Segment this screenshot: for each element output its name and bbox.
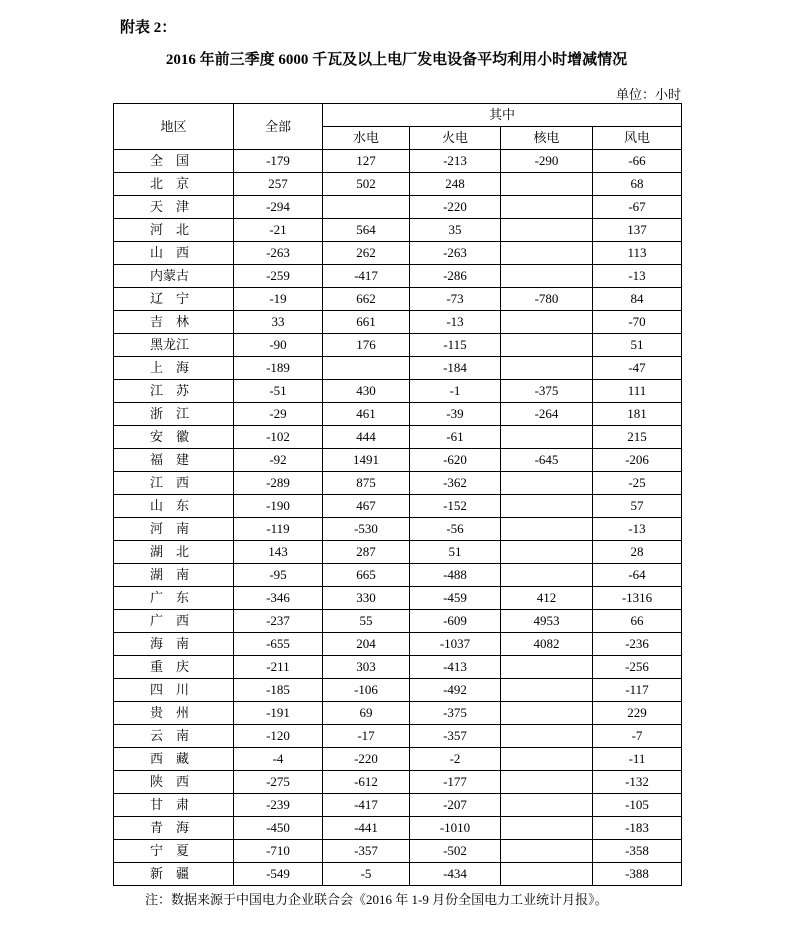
cell-nuclear: -780 [501,288,593,311]
cell-nuclear [501,334,593,357]
table-row [114,449,682,472]
cell-region: 福 建 [114,449,234,472]
cell-hydro: 430 [323,380,410,403]
cell-region: 全 国 [114,150,234,173]
cell-wind: -206 [593,449,682,472]
cell-region: 青 海 [114,817,234,840]
cell-hydro: 303 [323,656,410,679]
header-group: 其中 [323,104,682,127]
cell-thermal: -207 [410,794,501,817]
cell-nuclear [501,679,593,702]
cell-hydro: -106 [323,679,410,702]
cell-total: -95 [234,564,323,587]
cell-region: 黑龙江 [114,334,234,357]
cell-region: 广 东 [114,587,234,610]
cell-total: -289 [234,472,323,495]
table-row [114,288,682,311]
table-row [114,794,682,817]
cell-total: -119 [234,518,323,541]
cell-wind: 66 [593,610,682,633]
table-row [114,357,682,380]
cell-total: -259 [234,265,323,288]
unit-label: 单位：小时 [615,87,681,102]
cell-nuclear [501,656,593,679]
cell-thermal: -492 [410,679,501,702]
cell-hydro: -17 [323,725,410,748]
cell-hydro: 127 [323,150,410,173]
cell-nuclear [501,771,593,794]
cell-total: 143 [234,541,323,564]
cell-region: 海 南 [114,633,234,656]
cell-region: 陕 西 [114,771,234,794]
cell-total: -185 [234,679,323,702]
cell-hydro: 467 [323,495,410,518]
cell-wind: 57 [593,495,682,518]
table-row [114,311,682,334]
cell-wind: 137 [593,219,682,242]
cell-nuclear: 412 [501,587,593,610]
cell-nuclear [501,472,593,495]
cell-region: 吉 林 [114,311,234,334]
cell-total: -102 [234,426,323,449]
cell-wind: 28 [593,541,682,564]
cell-thermal: -1037 [410,633,501,656]
cell-nuclear [501,863,593,886]
cell-total: -655 [234,633,323,656]
cell-region: 天 津 [114,196,234,219]
cell-hydro: 661 [323,311,410,334]
cell-wind: -388 [593,863,682,886]
cell-total: -450 [234,817,323,840]
header-nuclear: 核电 [501,127,593,150]
cell-total: -346 [234,587,323,610]
table-row [114,173,682,196]
cell-hydro: -417 [323,794,410,817]
cell-region: 宁 夏 [114,840,234,863]
cell-hydro [323,357,410,380]
cell-thermal: -502 [410,840,501,863]
cell-total: -21 [234,219,323,242]
cell-nuclear [501,196,593,219]
cell-thermal: -184 [410,357,501,380]
cell-nuclear [501,748,593,771]
cell-wind: -183 [593,817,682,840]
appendix-label: 附表 2： [120,20,177,36]
cell-hydro: 502 [323,173,410,196]
table-row [114,702,682,725]
cell-total: -190 [234,495,323,518]
table-row [114,817,682,840]
cell-wind: -64 [593,564,682,587]
cell-wind: 181 [593,403,682,426]
table-row [114,472,682,495]
cell-nuclear: -375 [501,380,593,403]
cell-wind: 51 [593,334,682,357]
cell-thermal: -2 [410,748,501,771]
cell-nuclear [501,840,593,863]
cell-total: -51 [234,380,323,403]
table-body [114,150,682,886]
cell-hydro [323,196,410,219]
table-row [114,495,682,518]
cell-nuclear [501,173,593,196]
cell-wind: -132 [593,771,682,794]
cell-nuclear: 4082 [501,633,593,656]
table-row [114,840,682,863]
cell-region: 山 东 [114,495,234,518]
cell-thermal: 248 [410,173,501,196]
cell-hydro: 330 [323,587,410,610]
cell-thermal: -609 [410,610,501,633]
cell-hydro: 287 [323,541,410,564]
cell-nuclear [501,357,593,380]
cell-wind: 111 [593,380,682,403]
cell-thermal: -177 [410,771,501,794]
table-row [114,771,682,794]
cell-wind: -1316 [593,587,682,610]
cell-nuclear [501,725,593,748]
cell-thermal: -152 [410,495,501,518]
cell-nuclear [501,242,593,265]
cell-nuclear [501,426,593,449]
cell-total: -294 [234,196,323,219]
cell-region: 江 西 [114,472,234,495]
cell-nuclear [501,817,593,840]
cell-wind: -13 [593,265,682,288]
cell-region: 贵 州 [114,702,234,725]
table-row [114,242,682,265]
cell-wind: -236 [593,633,682,656]
cell-total: -211 [234,656,323,679]
cell-nuclear [501,794,593,817]
table-row [114,564,682,587]
table-row [114,541,682,564]
cell-hydro: -357 [323,840,410,863]
cell-hydro: -417 [323,265,410,288]
table-row [114,196,682,219]
cell-total: -120 [234,725,323,748]
cell-nuclear [501,541,593,564]
cell-region: 山 西 [114,242,234,265]
cell-thermal: -263 [410,242,501,265]
cell-thermal: -56 [410,518,501,541]
cell-wind: -358 [593,840,682,863]
cell-total: -92 [234,449,323,472]
cell-thermal: -286 [410,265,501,288]
cell-total: -4 [234,748,323,771]
table-row [114,587,682,610]
cell-region: 江 苏 [114,380,234,403]
cell-wind: -256 [593,656,682,679]
cell-total: -29 [234,403,323,426]
cell-region: 广 西 [114,610,234,633]
cell-hydro: 55 [323,610,410,633]
cell-wind: -117 [593,679,682,702]
cell-wind: -7 [593,725,682,748]
cell-hydro: -612 [323,771,410,794]
cell-nuclear: 4953 [501,610,593,633]
cell-hydro: 564 [323,219,410,242]
cell-thermal: -220 [410,196,501,219]
cell-nuclear: -290 [501,150,593,173]
cell-thermal: -413 [410,656,501,679]
source-note: 注：数据来源于中国电力企业联合会《2016 年 1-9 月份全国电力工业统计月报》。 [145,892,608,907]
cell-total: -710 [234,840,323,863]
cell-thermal: -73 [410,288,501,311]
cell-hydro: 875 [323,472,410,495]
cell-region: 浙 江 [114,403,234,426]
cell-nuclear [501,495,593,518]
cell-total: -237 [234,610,323,633]
cell-total: -90 [234,334,323,357]
table-row [114,150,682,173]
cell-total: -263 [234,242,323,265]
table-row [114,610,682,633]
cell-nuclear [501,219,593,242]
cell-wind: 84 [593,288,682,311]
table-row [114,725,682,748]
page-title: 2016 年前三季度 6000 千瓦及以上电厂发电设备平均利用小时增减情况 [165,52,628,68]
cell-region: 四 川 [114,679,234,702]
cell-hydro: 1491 [323,449,410,472]
cell-thermal: -213 [410,150,501,173]
cell-thermal: -13 [410,311,501,334]
cell-region: 安 徽 [114,426,234,449]
cell-hydro: 69 [323,702,410,725]
cell-region: 甘 肃 [114,794,234,817]
header-thermal: 火电 [410,127,501,150]
cell-total: 33 [234,311,323,334]
table-row [114,656,682,679]
cell-region: 新 疆 [114,863,234,886]
cell-hydro: 176 [323,334,410,357]
cell-region: 湖 南 [114,564,234,587]
cell-thermal: -362 [410,472,501,495]
header-region: 地区 [114,104,234,150]
cell-nuclear: -264 [501,403,593,426]
cell-wind: -47 [593,357,682,380]
cell-total: 257 [234,173,323,196]
table-row [114,633,682,656]
header-total: 全部 [234,104,323,150]
cell-wind: 215 [593,426,682,449]
cell-region: 湖 北 [114,541,234,564]
table-row [114,380,682,403]
cell-wind: -13 [593,518,682,541]
cell-hydro: 662 [323,288,410,311]
cell-wind: -11 [593,748,682,771]
cell-nuclear [501,518,593,541]
cell-wind: -67 [593,196,682,219]
cell-thermal: -488 [410,564,501,587]
cell-total: -179 [234,150,323,173]
cell-region: 云 南 [114,725,234,748]
cell-hydro: 665 [323,564,410,587]
cell-thermal: -620 [410,449,501,472]
header-wind: 风电 [593,127,682,150]
table-row [114,219,682,242]
cell-thermal: -434 [410,863,501,886]
table-row [114,518,682,541]
cell-hydro: 444 [323,426,410,449]
cell-wind: 113 [593,242,682,265]
cell-wind: -105 [593,794,682,817]
cell-wind: -70 [593,311,682,334]
cell-region: 辽 宁 [114,288,234,311]
cell-wind: 68 [593,173,682,196]
cell-thermal: -61 [410,426,501,449]
cell-nuclear [501,265,593,288]
table-row [114,426,682,449]
cell-hydro: 204 [323,633,410,656]
cell-hydro: -220 [323,748,410,771]
cell-hydro: 262 [323,242,410,265]
cell-region: 河 南 [114,518,234,541]
cell-region: 重 庆 [114,656,234,679]
cell-region: 西 藏 [114,748,234,771]
cell-hydro: -441 [323,817,410,840]
cell-wind: -66 [593,150,682,173]
cell-thermal: 35 [410,219,501,242]
cell-thermal: -357 [410,725,501,748]
cell-nuclear: -645 [501,449,593,472]
table-row [114,863,682,886]
cell-thermal: -115 [410,334,501,357]
table-row [114,403,682,426]
cell-nuclear [501,564,593,587]
cell-thermal: 51 [410,541,501,564]
cell-total: -189 [234,357,323,380]
cell-region: 北 京 [114,173,234,196]
cell-region: 内蒙古 [114,265,234,288]
cell-nuclear [501,702,593,725]
cell-thermal: -39 [410,403,501,426]
cell-thermal: -1010 [410,817,501,840]
cell-thermal: -459 [410,587,501,610]
cell-region: 河 北 [114,219,234,242]
cell-hydro: -530 [323,518,410,541]
cell-total: -549 [234,863,323,886]
cell-total: -191 [234,702,323,725]
cell-wind: 229 [593,702,682,725]
cell-region: 上 海 [114,357,234,380]
cell-total: -275 [234,771,323,794]
table-row [114,748,682,771]
cell-nuclear [501,311,593,334]
table-row [114,265,682,288]
header-hydro: 水电 [323,127,410,150]
cell-hydro: -5 [323,863,410,886]
cell-thermal: -375 [410,702,501,725]
cell-total: -19 [234,288,323,311]
cell-wind: -25 [593,472,682,495]
cell-thermal: -1 [410,380,501,403]
table-row [114,334,682,357]
table-row [114,679,682,702]
cell-hydro: 461 [323,403,410,426]
cell-total: -239 [234,794,323,817]
utilization-hours-table [113,103,682,886]
